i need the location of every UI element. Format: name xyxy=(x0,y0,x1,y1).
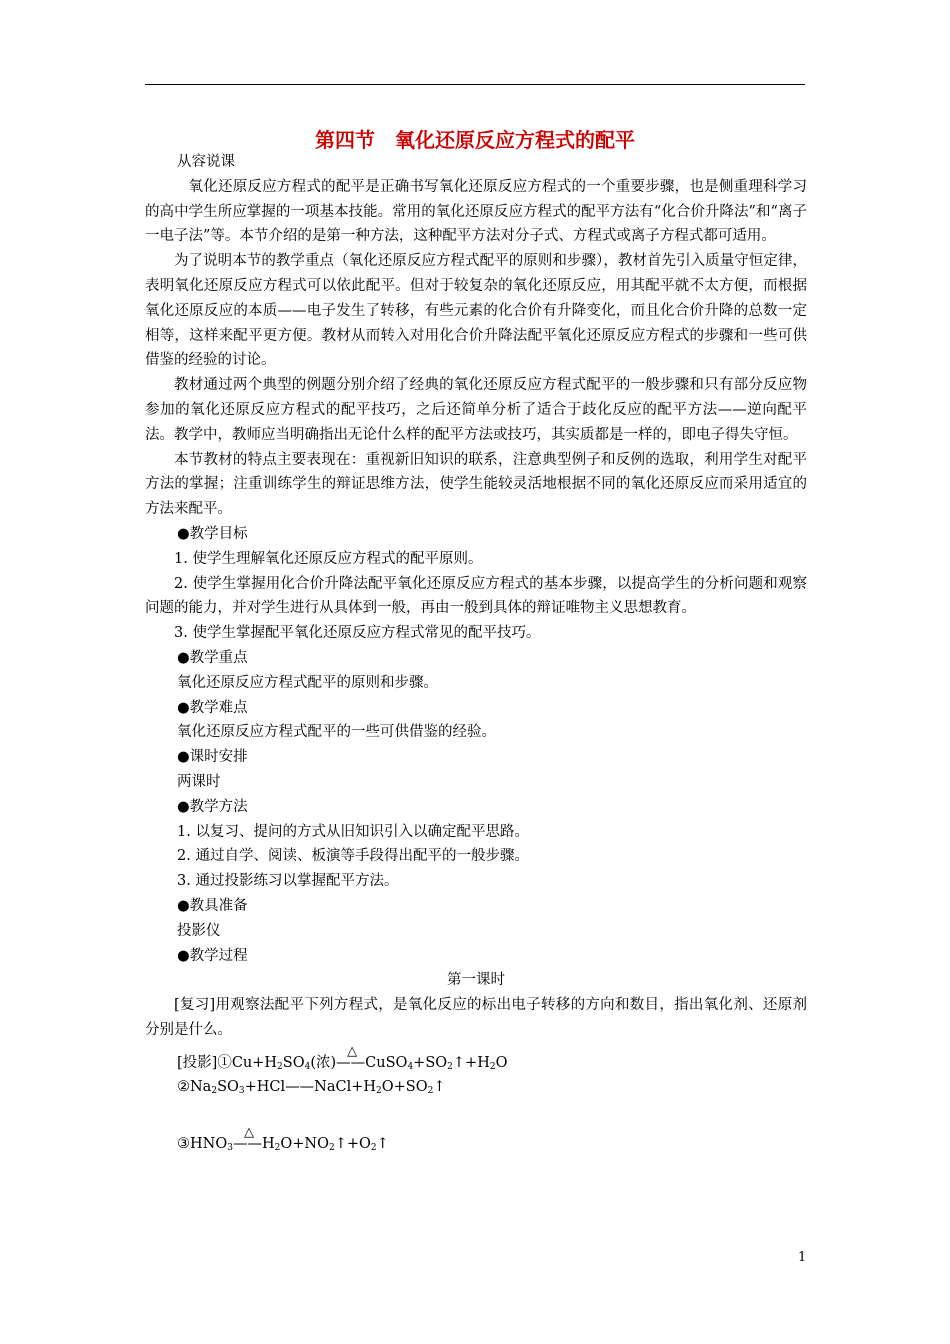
schedule-text: 两课时 xyxy=(177,773,221,790)
intro-paragraph: 氧化还原反应方程式的配平是正确书写氧化还原反应方程式的一个重要步骤，也是侧重理科学习的高中学生所应掌握的一项基本技能。常用的氧化还原反应方程式的配平方法有“化合价升降法”和“离子一电子法”等。本节介绍的是第一种方法，这种配平方法对分子式、方程式或离子方程式都可适用。 xyxy=(145,178,807,245)
tools-heading: ●教具准备 xyxy=(177,897,248,914)
heat-symbol: △ xyxy=(347,1043,358,1059)
equation-2: $②Na_2SO_3+HCl——NaCl+H_2O+SO_2↑$ xyxy=(177,1079,446,1097)
section-label: 从容说课 xyxy=(177,154,235,170)
method-item: 3. 通过投影练习以掌握配平方法。 xyxy=(177,873,399,890)
document-body xyxy=(145,150,807,1157)
difficulty-text: 氧化还原反应方程式配平的一些可供借鉴的经验。 xyxy=(177,724,496,741)
equation-1: [投影]$①Cu+H_2SO_4$(浓) △ $——CuSO_4+SO_2↑+H_2O$ xyxy=(177,1043,508,1072)
goal-item: 2. 使学生掌握用化合价升降法配平氧化还原反应方程式的基本步骤，以提高学生的分析问题和观察问题的能力，并对学生进行从具体到一般，再由一般到具体的辩证唯物主义思想教育。 xyxy=(145,575,807,617)
methods-heading: ●教学方法 xyxy=(177,798,248,815)
key-point-text: 氧化还原反应方程式配平的原则和步骤。 xyxy=(177,674,438,691)
difficulty-heading: ●教学难点 xyxy=(177,699,248,716)
lesson-title: 第一课时 xyxy=(447,972,505,989)
intro-paragraph: 本节教材的特点主要表现在：重视新旧知识的联系，注意典型例子和反例的选取，利用学生对配平方法的掌握；注重训练学生的辩证思维方法，使学生能较灵活地根据不同的氧化还原反应而采用适宜的方法来配平。 xyxy=(145,451,807,518)
intro-paragraph: 教材通过两个典型的例题分别介绍了经典的氧化还原反应方程式配平的一般步骤和只有部分反应物参加的氧化还原反应方程式的配平技巧，之后还简单分析了适合于歧化反应的配平方法——逆向配平法。教学中，教师应当明确指出无论什么样的配平方法或技巧，其实质都是一样的，即电子得失守恒。 xyxy=(145,377,807,443)
tools-text: 投影仪 xyxy=(177,922,221,939)
review-text: [复习]用观察法配平下列方程式，是氧化反应的标出电子转移的方向和数目，指出氧化剂、还原剂分别是什么。 xyxy=(145,997,807,1038)
method-item: 1. 以复习、提问的方式从旧知识引入以确定配平思路。 xyxy=(177,823,529,840)
intro-paragraph: 为了说明本节的教学重点（氧化还原反应方程式配平的原则和步骤），教材首先引入质量守恒定律，表明氧化还原反应方程式可以依此配平。但对于较复杂的氧化还原反应，用其配平就不太方便，而根据氧化还原反应的本质——电子发生了转移，有些元素的化合价有升降变化，而且化合价升降的总数一定相等，这样来配平更方便。教材从而转入对用化合价升降法配平氧化还原反应方程式的步骤和一些可供借鉴的经验的讨论。 xyxy=(145,253,807,369)
heat-symbol: △ xyxy=(243,1125,254,1141)
spacer xyxy=(145,1100,807,1124)
page-number: 1 xyxy=(798,1250,807,1265)
goal-item: 1. 使学生理解氧化还原反应方程式的配平原则。 xyxy=(174,550,483,567)
page-title: 第四节 氧化还原反应方程式的配平 xyxy=(315,128,635,152)
header-rule xyxy=(145,84,805,85)
method-item: 2. 通过自学、阅读、板演等手段得出配平的一般步骤。 xyxy=(177,848,529,865)
key-point-heading: ●教学重点 xyxy=(177,649,248,666)
schedule-heading: ●课时安排 xyxy=(177,749,248,766)
equation-3: $③HNO_3$ △ $——H_2O+NO_2↑+O_2↑$ xyxy=(177,1125,389,1154)
goal-item: 3. 使学生掌握配平氧化还原反应方程式常见的配平技巧。 xyxy=(174,625,541,642)
process-heading: ●教学过程 xyxy=(177,947,248,964)
goals-heading: ●教学目标 xyxy=(177,525,248,542)
